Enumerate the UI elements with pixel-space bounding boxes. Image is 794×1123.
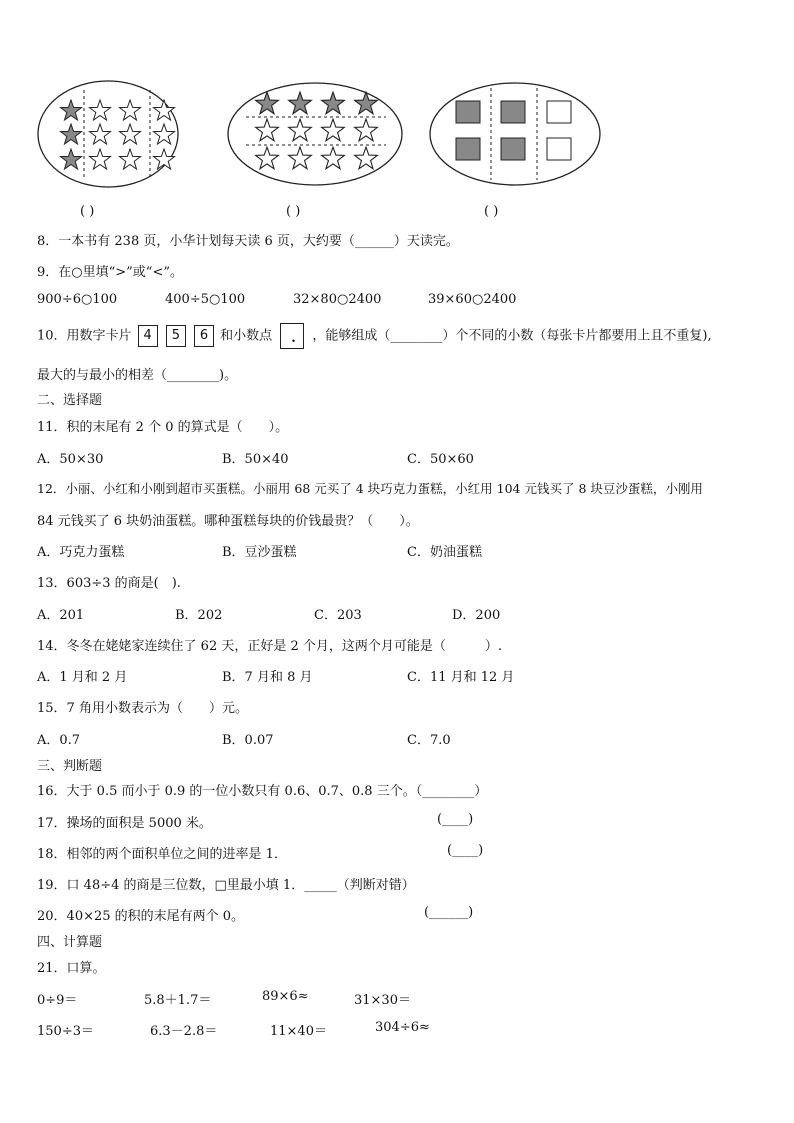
star-icon bbox=[289, 147, 312, 169]
star-icon bbox=[289, 119, 312, 141]
q9-item-2: 400÷5○100 bbox=[165, 292, 246, 307]
digit-card-5: 5 bbox=[166, 325, 186, 347]
star-icon bbox=[61, 100, 82, 120]
question-12-line-2: 84 元钱买了 6 块奶油蛋糕。哪种蛋糕每块的价钱最贵？（ ）。 bbox=[37, 514, 419, 529]
question-21: 21．口算。 bbox=[37, 961, 106, 976]
q9-item-4: 39×60○2400 bbox=[428, 292, 517, 307]
q11-option-c[interactable]: C．50×60 bbox=[407, 452, 474, 467]
question-20: 20．40×25 的积的末尾有两个 0。 bbox=[37, 909, 245, 924]
q12-option-b[interactable]: B．豆沙蛋糕 bbox=[222, 545, 297, 560]
calc-item: 304÷6≈ bbox=[375, 1020, 430, 1035]
q9-item-3: 32×80○2400 bbox=[293, 292, 382, 307]
question-17: 17．操场的面积是 5000 米。 bbox=[37, 816, 212, 831]
star-icon bbox=[120, 100, 141, 120]
question-10 bbox=[37, 323, 712, 349]
question-19: 19．口 48÷4 的商是三位数，□里最小填 1．_____（判断对错） bbox=[37, 878, 415, 893]
section-4-heading: 四、计算题 bbox=[37, 935, 103, 950]
decimal-point-card bbox=[280, 323, 304, 349]
q13-option-d[interactable]: D．200 bbox=[452, 608, 501, 623]
star-icon bbox=[61, 124, 82, 144]
square-shape bbox=[547, 101, 571, 123]
q18-answer-blank[interactable]: (____) bbox=[447, 843, 484, 858]
calc-item: 5.8＋1.7＝ bbox=[144, 993, 212, 1008]
star-icon bbox=[322, 119, 345, 141]
star-icon bbox=[289, 92, 312, 114]
star-icon bbox=[90, 124, 111, 144]
question-18: 18．相邻的两个面积单位之间的进率是 1． bbox=[37, 847, 287, 862]
star-icon bbox=[355, 147, 378, 169]
star-icon bbox=[322, 92, 345, 114]
section-3-heading: 三、判断题 bbox=[37, 759, 103, 774]
square-shape bbox=[456, 101, 480, 123]
q20-answer-blank[interactable]: (______) bbox=[424, 905, 474, 920]
star-icon bbox=[154, 100, 175, 120]
question-10-line-2: 最大的与最小的相差（________)。 bbox=[37, 368, 238, 383]
figure-3-blank[interactable]: ( ) bbox=[484, 204, 499, 219]
q15-option-b[interactable]: B．0.07 bbox=[222, 733, 274, 748]
square-shape bbox=[456, 138, 480, 160]
q14-option-a[interactable]: A．1 月和 2 月 bbox=[37, 670, 128, 685]
calc-item: 150÷3＝ bbox=[37, 1024, 94, 1039]
star-icon bbox=[322, 147, 345, 169]
oval-figure-2 bbox=[228, 83, 402, 185]
star-icon bbox=[154, 124, 175, 144]
q15-option-c[interactable]: C．7.0 bbox=[407, 733, 451, 748]
decimal-point: . bbox=[291, 331, 296, 346]
section-2-heading: 二、选择题 bbox=[37, 393, 103, 408]
fraction-figures bbox=[0, 0, 794, 200]
star-icon bbox=[90, 100, 111, 120]
calc-item: 11×40＝ bbox=[270, 1024, 327, 1039]
q14-option-c[interactable]: C．11 月和 12 月 bbox=[407, 670, 515, 685]
q13-option-b[interactable]: B．202 bbox=[175, 608, 223, 623]
star-icon bbox=[120, 149, 141, 169]
q15-option-a[interactable]: A．0.7 bbox=[37, 733, 81, 748]
q10-mid: 和小数点 bbox=[220, 328, 273, 344]
calc-item: 0÷9＝ bbox=[37, 993, 78, 1008]
q12-option-a[interactable]: A．巧克力蛋糕 bbox=[37, 545, 125, 560]
q10-post: ，能够组成（________）个不同的小数（每张卡片都要用上且不重复), bbox=[312, 328, 712, 344]
calc-item: 89×6≈ bbox=[262, 989, 309, 1004]
question-16: 16．大于 0.5 而小于 0.9 的一位小数只有 0.6、0.7、0.8 三个。（________） bbox=[37, 784, 488, 799]
star-icon bbox=[256, 147, 279, 169]
q14-option-b[interactable]: B．7 月和 8 月 bbox=[222, 670, 313, 685]
question-12-line-1: 12．小丽、小红和小刚到超市买蛋糕。小丽用 68 元买了 4 块巧克力蛋糕，小红用 104 元钱买了 8 块豆沙蛋糕，小刚用 bbox=[37, 481, 703, 496]
square-shape bbox=[501, 138, 525, 160]
q11-option-b[interactable]: B．50×40 bbox=[222, 452, 289, 467]
question-14: 14．冬冬在姥姥家连续住了 62 天，正好是 2 个月，这两个月可能是（ ）. bbox=[37, 639, 503, 654]
star-icon bbox=[355, 92, 378, 114]
question-15: 15．7 角用小数表示为（ ）元。 bbox=[37, 701, 248, 716]
figure-2-blank[interactable]: ( ) bbox=[286, 204, 301, 219]
question-8: 8．一本书有 238 页，小华计划每天读 6 页，大约要（______）天读完。 bbox=[37, 234, 459, 249]
question-9: 9．在○里填“>”或“<”。 bbox=[37, 265, 183, 280]
star-icon bbox=[61, 149, 82, 169]
star-icon bbox=[90, 149, 111, 169]
q17-answer-blank[interactable]: (____) bbox=[437, 812, 474, 827]
question-11: 11．积的末尾有 2 个 0 的算式是（ ）。 bbox=[37, 420, 289, 435]
star-icon bbox=[256, 119, 279, 141]
q13-option-a[interactable]: A．201 bbox=[37, 608, 85, 623]
square-shape bbox=[547, 138, 571, 160]
q12-option-c[interactable]: C．奶油蛋糕 bbox=[407, 545, 482, 560]
q10-prefix: 10．用数字卡片 bbox=[37, 328, 132, 344]
oval-figure-1 bbox=[38, 81, 178, 187]
digit-card-4: 4 bbox=[138, 325, 158, 347]
calc-item: 6.3－2.8＝ bbox=[150, 1024, 218, 1039]
q13-option-c[interactable]: C．203 bbox=[314, 608, 362, 623]
star-icon bbox=[120, 124, 141, 144]
figure-1-blank[interactable]: ( ) bbox=[80, 204, 95, 219]
square-shape bbox=[501, 101, 525, 123]
q11-option-a[interactable]: A．50×30 bbox=[37, 452, 104, 467]
star-icon bbox=[355, 119, 378, 141]
q9-item-1: 900÷6○100 bbox=[37, 292, 118, 307]
digit-card-6: 6 bbox=[194, 325, 214, 347]
oval-figure-3 bbox=[430, 83, 600, 185]
question-13: 13．603÷3 的商是( ). bbox=[37, 576, 181, 591]
calc-item: 31×30＝ bbox=[354, 993, 411, 1008]
